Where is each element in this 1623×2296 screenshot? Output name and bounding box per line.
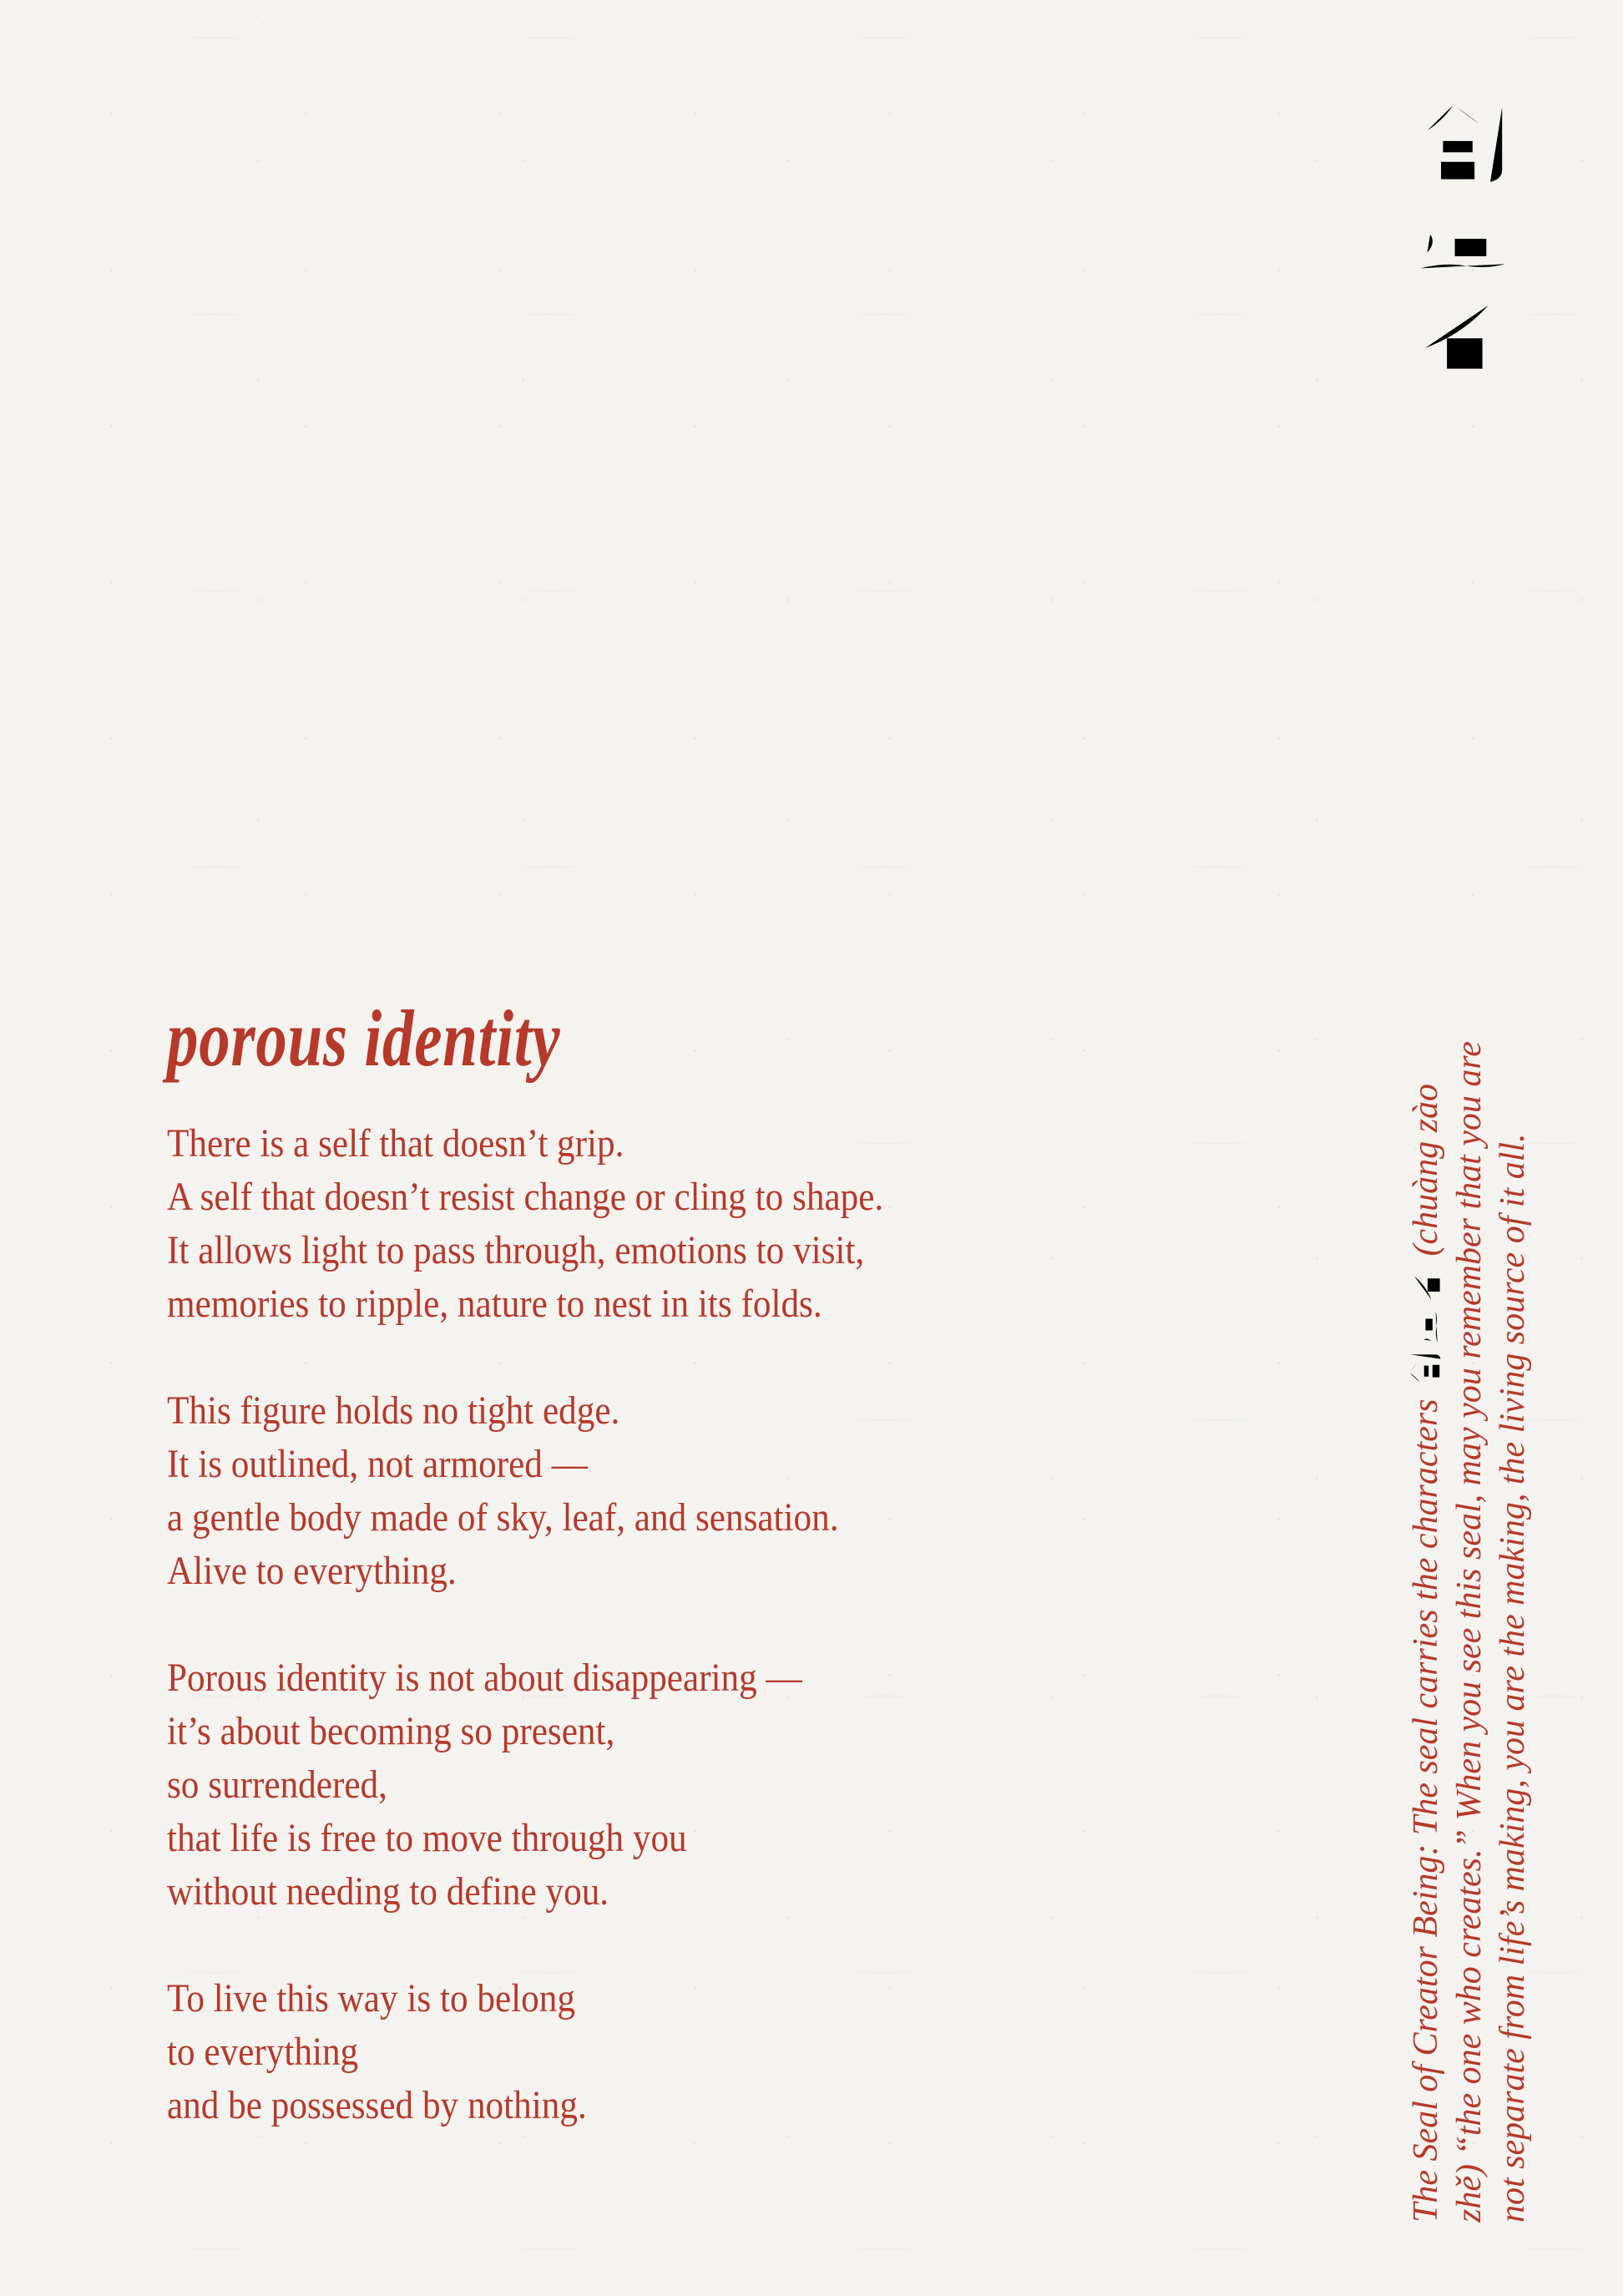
poem-line: A self that doesn’t resist change or cling to shape. [167,1175,884,1219]
poem-line: to everything [167,2030,359,2074]
poem-stanza [167,1117,883,1331]
seal-char-zao-icon [1408,1309,1443,1346]
poem-body [167,1117,883,2186]
seal-note-line [1404,970,1448,2223]
seal-char-zhe-icon [1408,1267,1443,1304]
seal-char-zhe-icon [1413,289,1512,376]
page-title: porous identity [167,994,561,1084]
poem-line: so surrendered, [167,1762,387,1807]
poem-line: memories to ripple, nature to nest in its folds. [167,1282,822,1326]
poem-line: without needing to define you. [167,1869,609,1914]
poem-line: There is a self that doesn’t grip. [167,1121,624,1166]
poem-line: Porous identity is not about disappearing — [167,1656,802,1700]
seal-note-line1-pre: The Seal of Creator Being: The seal carries the characters [1407,1390,1445,2223]
poem-line: it’s about becoming so present, [167,1709,615,1753]
seal-note-line: zhě) “the one who creates.” When you see this seal, may you remember that you are [1450,1041,1489,2223]
seal-char-zao-icon [1413,195,1512,281]
poem-line: a gentle body made of sky, leaf, and sensation. [167,1495,839,1540]
seal-char-chuang-icon [1408,1351,1443,1388]
creator-seal-characters [1413,100,1513,376]
poem-line: To live this way is to belong [167,1976,575,2020]
seal-note-cjk-text [1404,1264,1405,1265]
seal-note-line: not separate from life’s making, you are the making, the living source of it all. [1494,1133,1532,2223]
poem-line: Alive to everything. [167,1549,457,1593]
poem-stanza [167,1651,883,1919]
seal-note-line1-post: (chuàng zào [1407,1084,1445,1266]
poem-line: that life is free to move through you [167,1816,687,1860]
seal-note-rotated [1404,970,1535,2223]
seal-char-chuang-icon [1413,100,1512,187]
poem-line: and be possessed by nothing. [167,2083,587,2127]
poem-stanza [167,1972,883,2132]
poem-stanza [167,1384,883,1598]
poem-line: It is outlined, not armored — [167,1442,588,1486]
poem-line: It allows light to pass through, emotions to visit, [167,1228,865,1272]
poem-line: This figure holds no tight edge. [167,1388,620,1433]
